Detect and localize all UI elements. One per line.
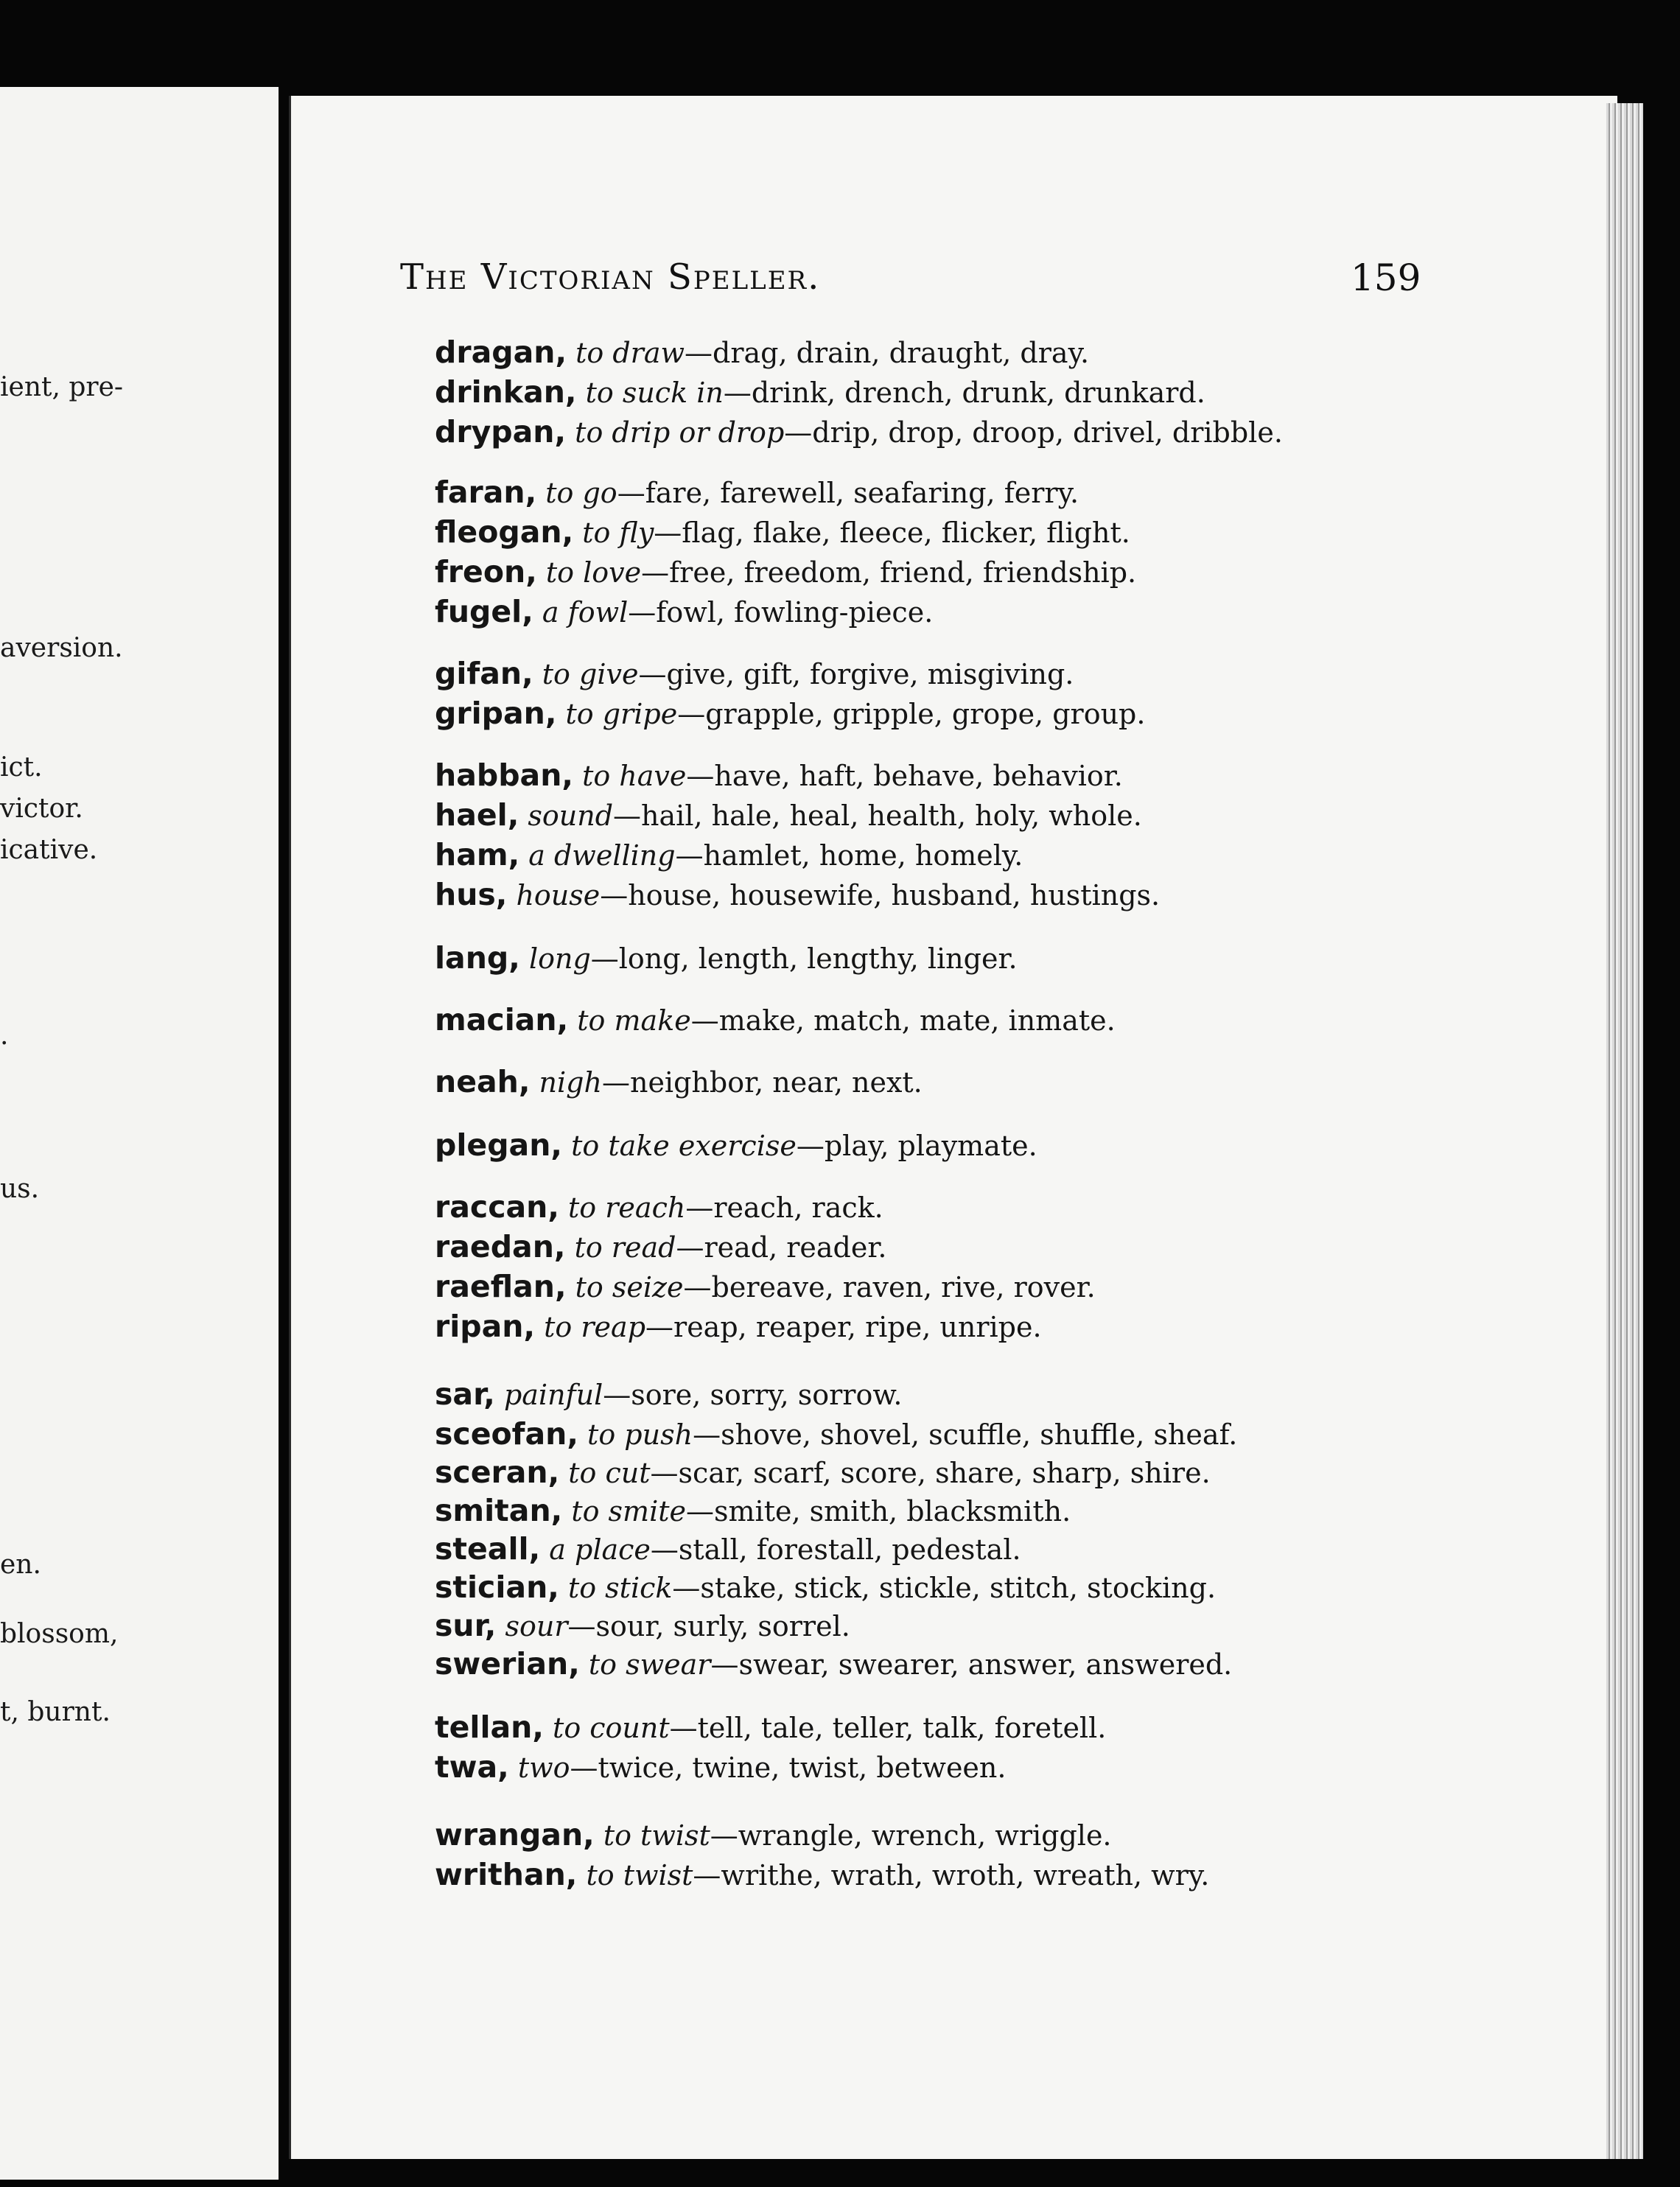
entry [435,696,1146,731]
gloss: sour [505,1610,568,1642]
derivatives: —neighbor, near, next. [601,1066,923,1099]
derivatives: —drag, drain, draught, dray. [685,337,1090,369]
entry [435,477,1079,508]
left-page-fragment: icative. [0,835,98,865]
headword: raedan, [435,1229,566,1264]
derivatives: —stall, forestall, pedestal. [650,1533,1021,1566]
left-page-fragment: victor. [0,794,83,824]
page-header [400,256,1432,301]
left-page-fragment: . [0,1021,9,1051]
headword: writhan, [435,1857,578,1892]
headword: freon, [435,554,537,589]
page-edges [1606,103,1643,2159]
gloss: to draw [575,337,685,369]
derivatives: —play, playmate. [796,1130,1037,1162]
derivatives: —fowl, fowling-piece. [628,596,934,629]
headword: hus, [435,877,508,912]
gloss: to push [587,1418,693,1451]
derivatives: —sore, sorry, sorrow. [603,1379,903,1411]
left-page-fragment: en. [0,1550,41,1580]
derivatives: —wrangle, wrench, wriggle. [710,1819,1112,1852]
gloss: a place [549,1533,651,1566]
gloss: to count [553,1712,670,1744]
entry [435,1002,1116,1037]
headword: raccan, [435,1189,559,1225]
derivatives: —smite, smith, blacksmith. [686,1495,1071,1528]
entry [435,594,934,629]
entry [435,757,1123,793]
headword: neah, [435,1064,531,1099]
left-page [0,87,279,2180]
entry [435,1817,1112,1852]
entry [435,374,1205,410]
derivatives: —hamlet, home, homely. [675,839,1023,872]
headword: gifan, [435,656,533,691]
headword: sar, [435,1376,495,1412]
gloss: a fowl [542,596,629,629]
gloss: to read [574,1231,676,1264]
entry [435,1646,1233,1682]
entry [435,514,1130,550]
gloss: to reap [544,1311,646,1343]
gloss: long [528,942,591,975]
gloss: painful [503,1379,603,1411]
headword: swerian, [435,1646,580,1682]
entry [435,1269,1096,1304]
entry [435,1127,1037,1163]
derivatives: —free, freedom, friend, friendship. [641,556,1137,589]
derivatives: —have, haft, behave, behavior. [686,760,1123,792]
gloss: a dwelling [528,839,676,872]
entry [435,1608,850,1643]
gloss: to smite [571,1495,686,1528]
left-page-fragment: ient, pre- [0,372,124,402]
headword: sceran, [435,1455,560,1490]
entry [435,877,1161,912]
headword: ripan, [435,1309,536,1344]
entry [435,1189,883,1225]
headword: drinkan, [435,374,577,410]
gloss: two [517,1752,570,1784]
entry [435,337,1089,368]
headword: ham, [435,837,520,872]
gloss: to reach [568,1192,686,1224]
derivatives: —sour, surly, sorrel. [567,1610,850,1642]
derivatives: —drink, drench, drunk, drunkard. [723,377,1205,409]
derivatives: —drip, drop, droop, drivel, dribble. [784,416,1283,449]
left-page-fragment: ict. [0,752,43,783]
entry [435,1416,1238,1452]
derivatives: —hail, hale, heal, health, holy, whole. [613,799,1142,832]
gloss: to cut [568,1457,651,1489]
entry [435,554,1137,589]
running-title: The Victorian Speller. [400,256,821,298]
gloss: to gripe [565,698,678,730]
gloss: to fly [582,517,654,549]
entry [435,1229,887,1264]
headword: faran, [435,475,537,510]
entry [435,1749,1007,1785]
gloss: to drip or drop [575,416,785,449]
headword: plegan, [435,1127,562,1163]
headword: fleogan, [435,514,574,550]
derivatives: —long, length, lengthy, linger. [590,942,1018,975]
entry [435,414,1283,449]
entry [435,656,1074,691]
derivatives: —shove, shovel, scuffle, shuffle, sheaf. [693,1418,1238,1451]
gloss: to give [542,658,639,690]
headword: twa, [435,1749,509,1785]
page-number: 159 [1351,256,1421,299]
headword: steall, [435,1531,541,1567]
headword: smitan, [435,1493,563,1528]
derivatives: —flag, flake, fleece, flicker, flight. [654,517,1130,549]
headword: macian, [435,1002,569,1037]
left-page-fragment: blossom, [0,1619,119,1649]
gloss: house [516,879,601,911]
gloss: to make [577,1004,691,1037]
entry [435,940,1018,976]
headword: sceofan, [435,1416,578,1452]
headword: stician, [435,1570,559,1605]
derivatives: —swear, swearer, answer, answered. [710,1648,1233,1681]
headword: gripan, [435,696,557,731]
derivatives: —make, match, mate, inmate. [690,1004,1116,1037]
entry [435,1309,1042,1344]
gloss: to take exercise [571,1130,797,1162]
derivatives: —read, reader. [676,1231,887,1264]
derivatives: —grapple, gripple, grope, group. [677,698,1146,730]
entry [435,797,1142,833]
derivatives: —bereave, raven, rive, rover. [683,1271,1096,1304]
gloss: to twist [603,1819,710,1852]
entry [435,837,1023,872]
left-page-fragment: us. [0,1174,40,1204]
derivatives: —stake, stick, stickle, stitch, stocking. [672,1572,1217,1604]
derivatives: —give, gift, forgive, misgiving. [638,658,1074,690]
entry [435,1493,1071,1528]
headword: sur, [435,1608,497,1643]
gloss: to love [545,556,642,589]
derivatives: —reap, reaper, ripe, unripe. [645,1311,1042,1343]
derivatives: —scar, scarf, score, share, sharp, shire. [650,1457,1211,1489]
entry [435,1455,1211,1490]
derivatives: —writhe, wrath, wroth, wreath, wry. [693,1859,1210,1892]
entry [435,1531,1021,1567]
derivatives: —reach, rack. [685,1192,883,1224]
headword: lang, [435,940,520,976]
headword: dragan, [435,335,567,370]
derivatives: —tell, tale, teller, talk, foretell. [669,1712,1107,1744]
headword: hael, [435,797,519,833]
entry [435,1572,1216,1603]
entry [435,1857,1210,1892]
derivatives: —fare, farewell, seafaring, ferry. [617,477,1079,509]
gloss: to twist [586,1859,693,1892]
gloss: sound [528,799,614,832]
gloss: to suck in [585,377,724,409]
entry [435,1376,903,1412]
gloss: to seize [575,1271,684,1304]
gloss: to stick [567,1572,673,1604]
headword: fugel, [435,594,533,629]
entry [435,1064,923,1099]
headword: tellan, [435,1710,544,1745]
derivatives: —house, housewife, husband, hustings. [600,879,1161,911]
headword: raeflan, [435,1269,567,1304]
gloss: to go [545,477,617,509]
gloss: nigh [539,1066,602,1099]
left-page-fragment: t, burnt. [0,1697,111,1727]
left-page-fragment: aversion. [0,633,123,663]
headword: wrangan, [435,1817,595,1852]
derivatives: —twice, twine, twist, between. [570,1752,1007,1784]
headword: habban, [435,757,573,793]
gloss: to swear [588,1648,711,1681]
entry [435,1712,1106,1743]
gloss: to have [582,760,687,792]
headword: drypan, [435,414,567,449]
